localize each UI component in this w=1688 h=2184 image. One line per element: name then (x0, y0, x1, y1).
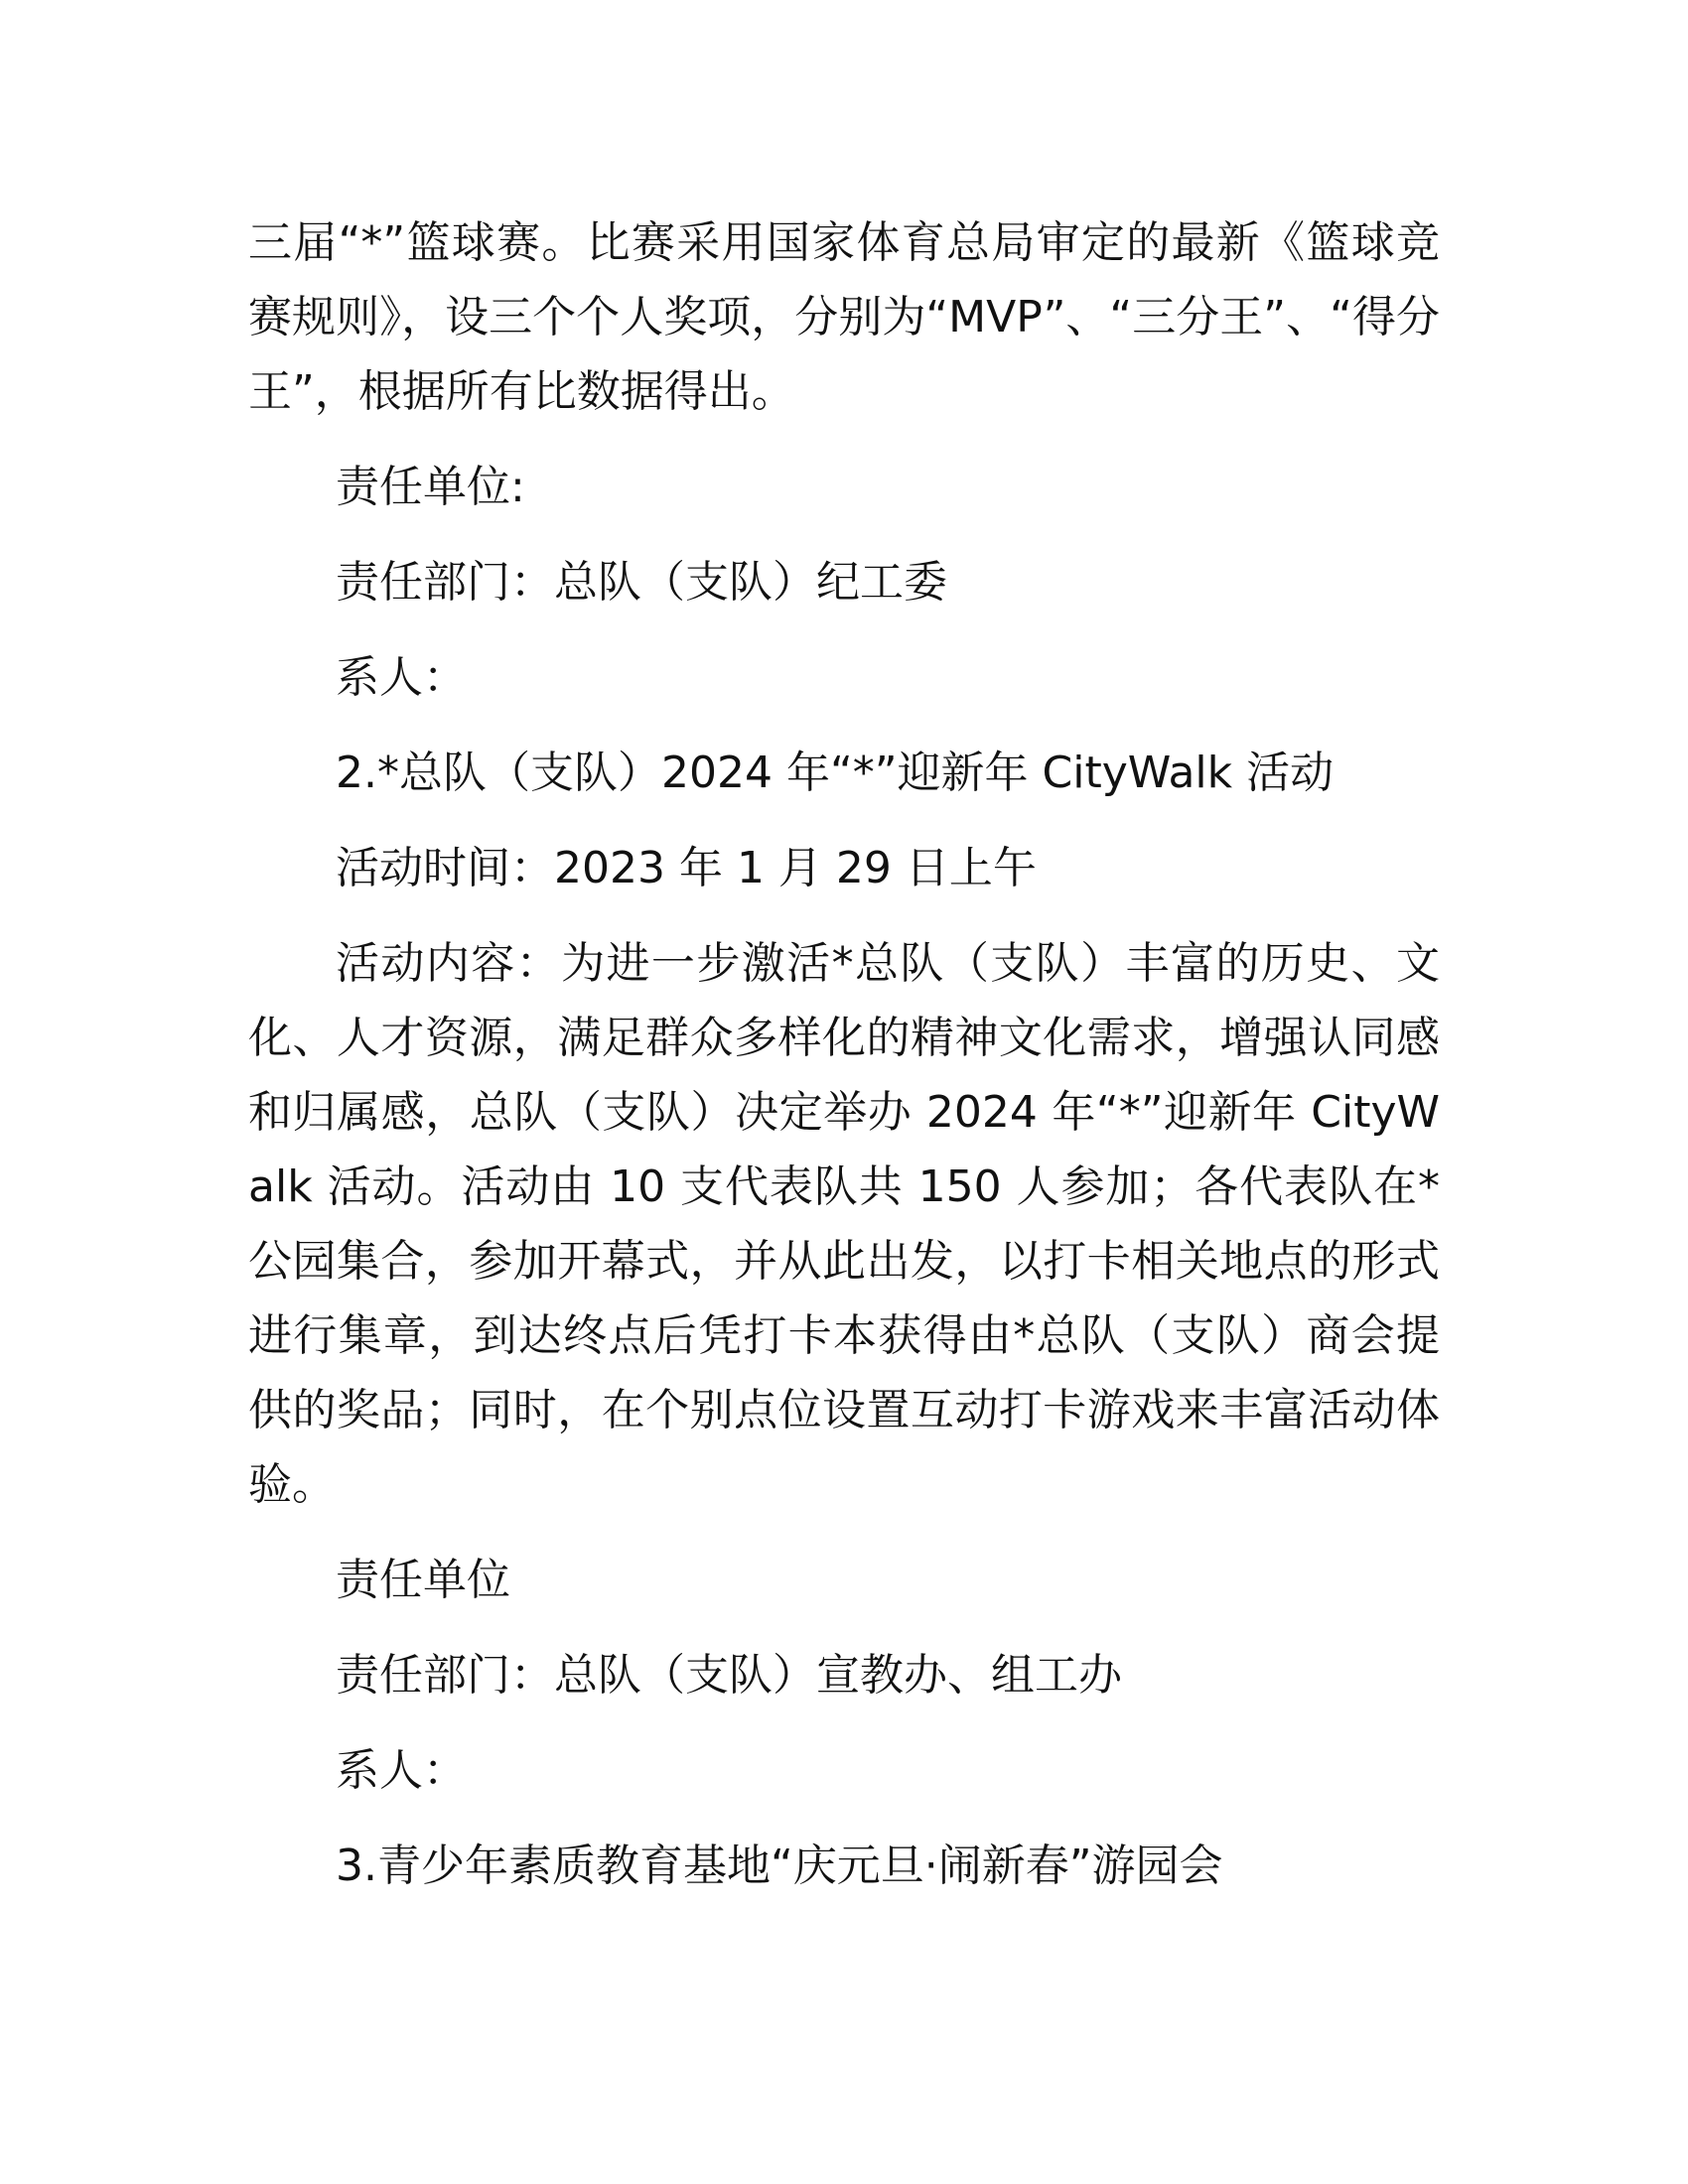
paragraph-basketball-continued: 三届“*”篮球赛。比赛采用国家体育总局审定的最新《篮球竞赛规则》，设三个个人奖项，分别为“MVP”、“三分王”、“得分王”，根据所有比数据得出。 (248, 217, 1440, 417)
paragraph-contact: 系人： (336, 652, 467, 703)
paragraph-responsible-dept: 责任部门：总队（支队）纪工委 (336, 557, 947, 608)
paragraph-activity-time: 活动时间：2023 年 1 月 29 日上午 (336, 843, 1037, 893)
heading-citywalk-activity: 2.*总队（支队）2024 年“*”迎新年 CityWalk 活动 (336, 748, 1335, 798)
paragraph-responsible-unit: 责任单位: (336, 462, 525, 512)
paragraph-responsible-dept-2: 责任部门：总队（支队）宣教办、组工办 (336, 1650, 1122, 1701)
heading-garden-party: 3.青少年素质教育基地“庆元旦·闹新春”游园会 (336, 1841, 1223, 1891)
paragraph-contact-2: 系人： (336, 1745, 467, 1796)
paragraph-activity-content: 活动内容：为进一步激活*总队（支队）丰富的历史、文化、人才资源，满足群众多样化的精神文化需求，增强认同感和归属感，总队（支队）决定举办 2024 年“*”迎新年 CityWalk 活动。活动由 10 支代表队共 150 人参加；各代表队在*公园集合，参加开幕式，并从此出发，以打卡相关地点的形式进行集章，到达终点后凭打卡本获得由*总队（支队）商会提供的奖品；同时，在个别点位设置互动打卡游戏来丰富活动体验。 (248, 938, 1440, 1510)
paragraph-responsible-unit-2: 责任单位 (336, 1555, 510, 1605)
document-body (248, 205, 1440, 1924)
